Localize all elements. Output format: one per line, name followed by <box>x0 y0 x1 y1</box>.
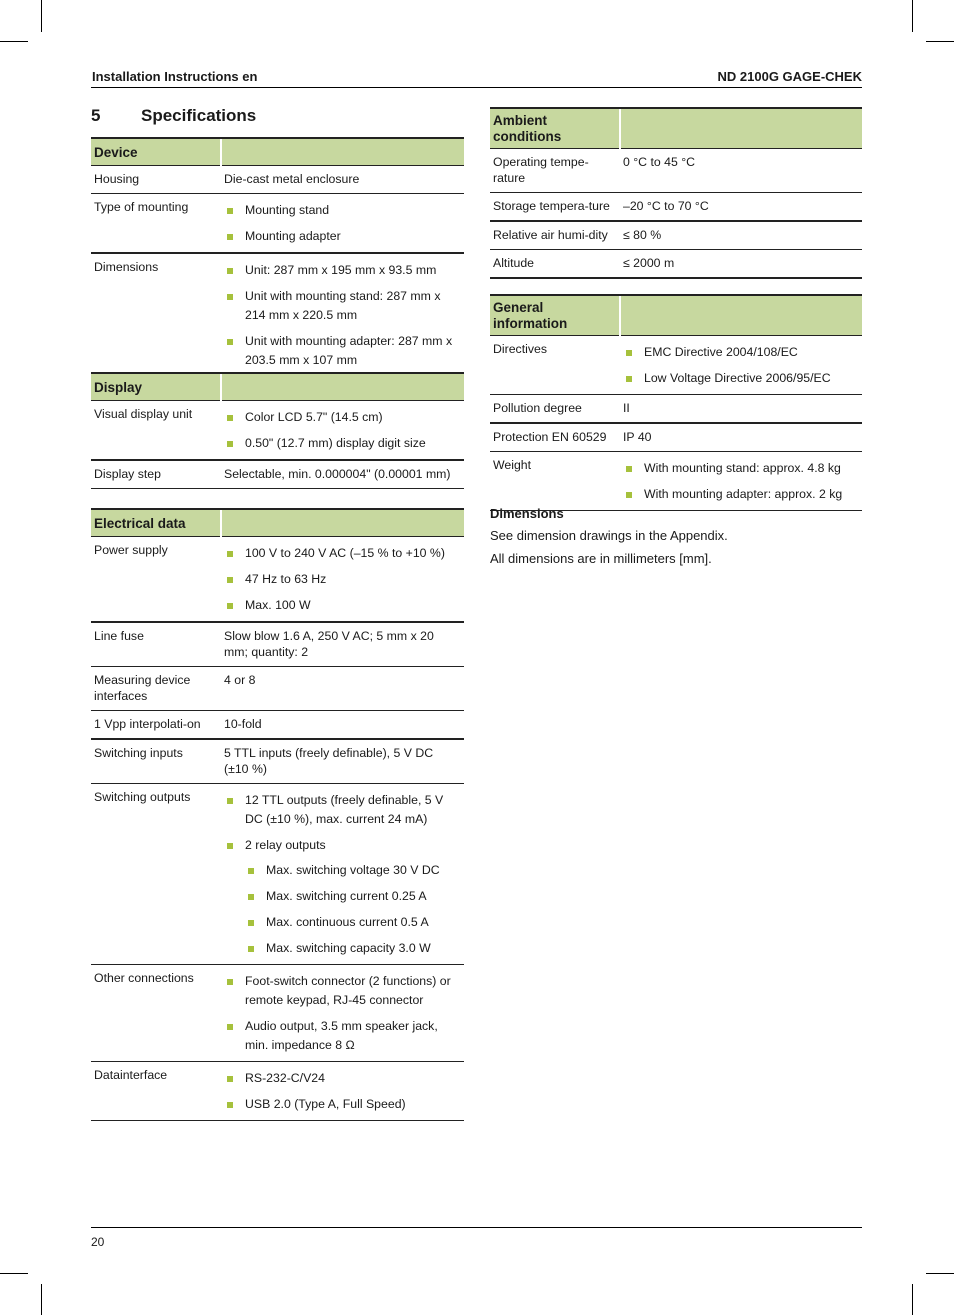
spec-label: Relative air humi-dity <box>490 221 620 250</box>
spec-label: Measuring device interfaces <box>91 667 221 711</box>
running-header-left: Installation Instructions en <box>92 69 258 84</box>
spec-value: IP 40 <box>620 423 862 452</box>
spec-value: II <box>620 395 862 424</box>
crop-mark <box>912 1284 913 1315</box>
ambient-heading: Ambient conditions <box>490 108 620 149</box>
general-heading: General information <box>490 295 620 336</box>
spec-label: Line fuse <box>91 622 221 667</box>
dimensions-heading: Dimensions <box>490 506 564 521</box>
section-title: Specifications <box>141 106 257 125</box>
electrical-table <box>91 508 464 1121</box>
device-heading: Device <box>91 138 221 166</box>
spec-label: Switching inputs <box>91 739 221 784</box>
spec-label: Storage tempera-ture <box>490 193 620 222</box>
bullet-item: USB 2.0 (Type A, Full Speed) <box>224 1095 461 1114</box>
spec-label: Display step <box>91 460 221 489</box>
footer-rule <box>91 1227 862 1228</box>
crop-mark <box>926 1273 954 1274</box>
bullet-item: Unit: 287 mm x 195 mm x 93.5 mm <box>224 261 461 280</box>
bullet-item: 100 V to 240 V AC (–15 % to +10 %) <box>224 544 461 563</box>
general-table <box>490 294 862 511</box>
spec-value: Selectable, min. 0.000004" (0.00001 mm) <box>221 460 464 489</box>
running-header-right: ND 2100G GAGE-CHEK <box>717 69 862 84</box>
bullet-text: 2 relay outputs <box>245 838 326 852</box>
bullet-item: Unit with mounting stand: 287 mm x 214 mm x 220.5 mm <box>224 287 461 325</box>
bullet-item: Mounting stand <box>224 201 461 220</box>
spec-value: 5 TTL inputs (freely definable), 5 V DC (±10 %) <box>221 739 464 784</box>
sub-bullet-item: Max. switching capacity 3.0 W <box>245 939 461 958</box>
sub-bullet-item: Max. switching current 0.25 A <box>245 887 461 906</box>
spec-value: 0 °C to 45 °C <box>620 149 862 193</box>
bullet-item: 0.50" (12.7 mm) display digit size <box>224 434 461 453</box>
bullet-item: 12 TTL outputs (freely definable, 5 V DC (±10 %), max. current 24 mA) <box>224 791 461 829</box>
spec-label: Housing <box>91 166 221 194</box>
spec-label: Dimensions <box>91 253 221 383</box>
bullet-item <box>224 836 461 958</box>
page-number: 20 <box>91 1235 105 1249</box>
spec-label: Pollution degree <box>490 395 620 424</box>
spec-label: Datainterface <box>91 1062 221 1121</box>
spec-label: Switching outputs <box>91 784 221 965</box>
spec-label: Type of mounting <box>91 194 221 254</box>
spec-value: Slow blow 1.6 A, 250 V AC; 5 mm x 20 mm; quantity: 2 <box>221 622 464 667</box>
spec-label: Visual display unit <box>91 401 221 461</box>
crop-mark <box>0 41 28 42</box>
sub-bullet-item: Max. switching voltage 30 V DC <box>245 861 461 880</box>
spec-label: Operating tempe-rature <box>490 149 620 193</box>
crop-mark <box>912 0 913 32</box>
dimensions-text: All dimensions are in millimeters [mm]. <box>490 551 712 566</box>
bullet-item: With mounting adapter: approx. 2 kg <box>623 485 859 504</box>
spec-value: 10-fold <box>221 711 464 740</box>
spec-label: Protection EN 60529 <box>490 423 620 452</box>
dimensions-text: See dimension drawings in the Appendix. <box>490 528 728 543</box>
spec-value: –20 °C to 70 °C <box>620 193 862 222</box>
crop-mark <box>0 1273 28 1274</box>
electrical-heading: Electrical data <box>91 509 221 537</box>
sub-bullet-item: Max. continuous current 0.5 A <box>245 913 461 932</box>
bullet-item: Foot-switch connector (2 functions) or remote keypad, RJ-45 connector <box>224 972 461 1010</box>
device-table <box>91 137 464 383</box>
spec-value: 4 or 8 <box>221 667 464 711</box>
bullet-item: Max. 100 W <box>224 596 461 615</box>
bullet-item: Mounting adapter <box>224 227 461 246</box>
crop-mark <box>41 0 42 32</box>
bullet-item: With mounting stand: approx. 4.8 kg <box>623 459 859 478</box>
bullet-item: EMC Directive 2004/108/EC <box>623 343 859 362</box>
spec-label: Directives <box>490 336 620 395</box>
spec-value: Die-cast metal enclosure <box>221 166 464 194</box>
spec-label: 1 Vpp interpolati-on <box>91 711 221 740</box>
section-number: 5 <box>91 106 101 125</box>
spec-value: ≤ 2000 m <box>620 250 862 279</box>
bullet-item: Low Voltage Directive 2006/95/EC <box>623 369 859 388</box>
bullet-item: 47 Hz to 63 Hz <box>224 570 461 589</box>
spec-label: Power supply <box>91 537 221 623</box>
bullet-item: Audio output, 3.5 mm speaker jack, min. impedance 8 Ω <box>224 1017 461 1055</box>
ambient-table <box>490 107 862 279</box>
crop-mark <box>926 41 954 42</box>
spec-label: Weight <box>490 452 620 511</box>
bullet-item: Unit with mounting adapter: 287 mm x 203.5 mm x 107 mm <box>224 332 461 370</box>
spec-label: Altitude <box>490 250 620 279</box>
bullet-item: RS-232-C/V24 <box>224 1069 461 1088</box>
display-heading: Display <box>91 373 221 401</box>
crop-mark <box>41 1284 42 1315</box>
spec-label: Other connections <box>91 965 221 1062</box>
spec-value: ≤ 80 % <box>620 221 862 250</box>
display-table <box>91 372 464 489</box>
header-rule <box>91 87 862 88</box>
bullet-item: Color LCD 5.7" (14.5 cm) <box>224 408 461 427</box>
